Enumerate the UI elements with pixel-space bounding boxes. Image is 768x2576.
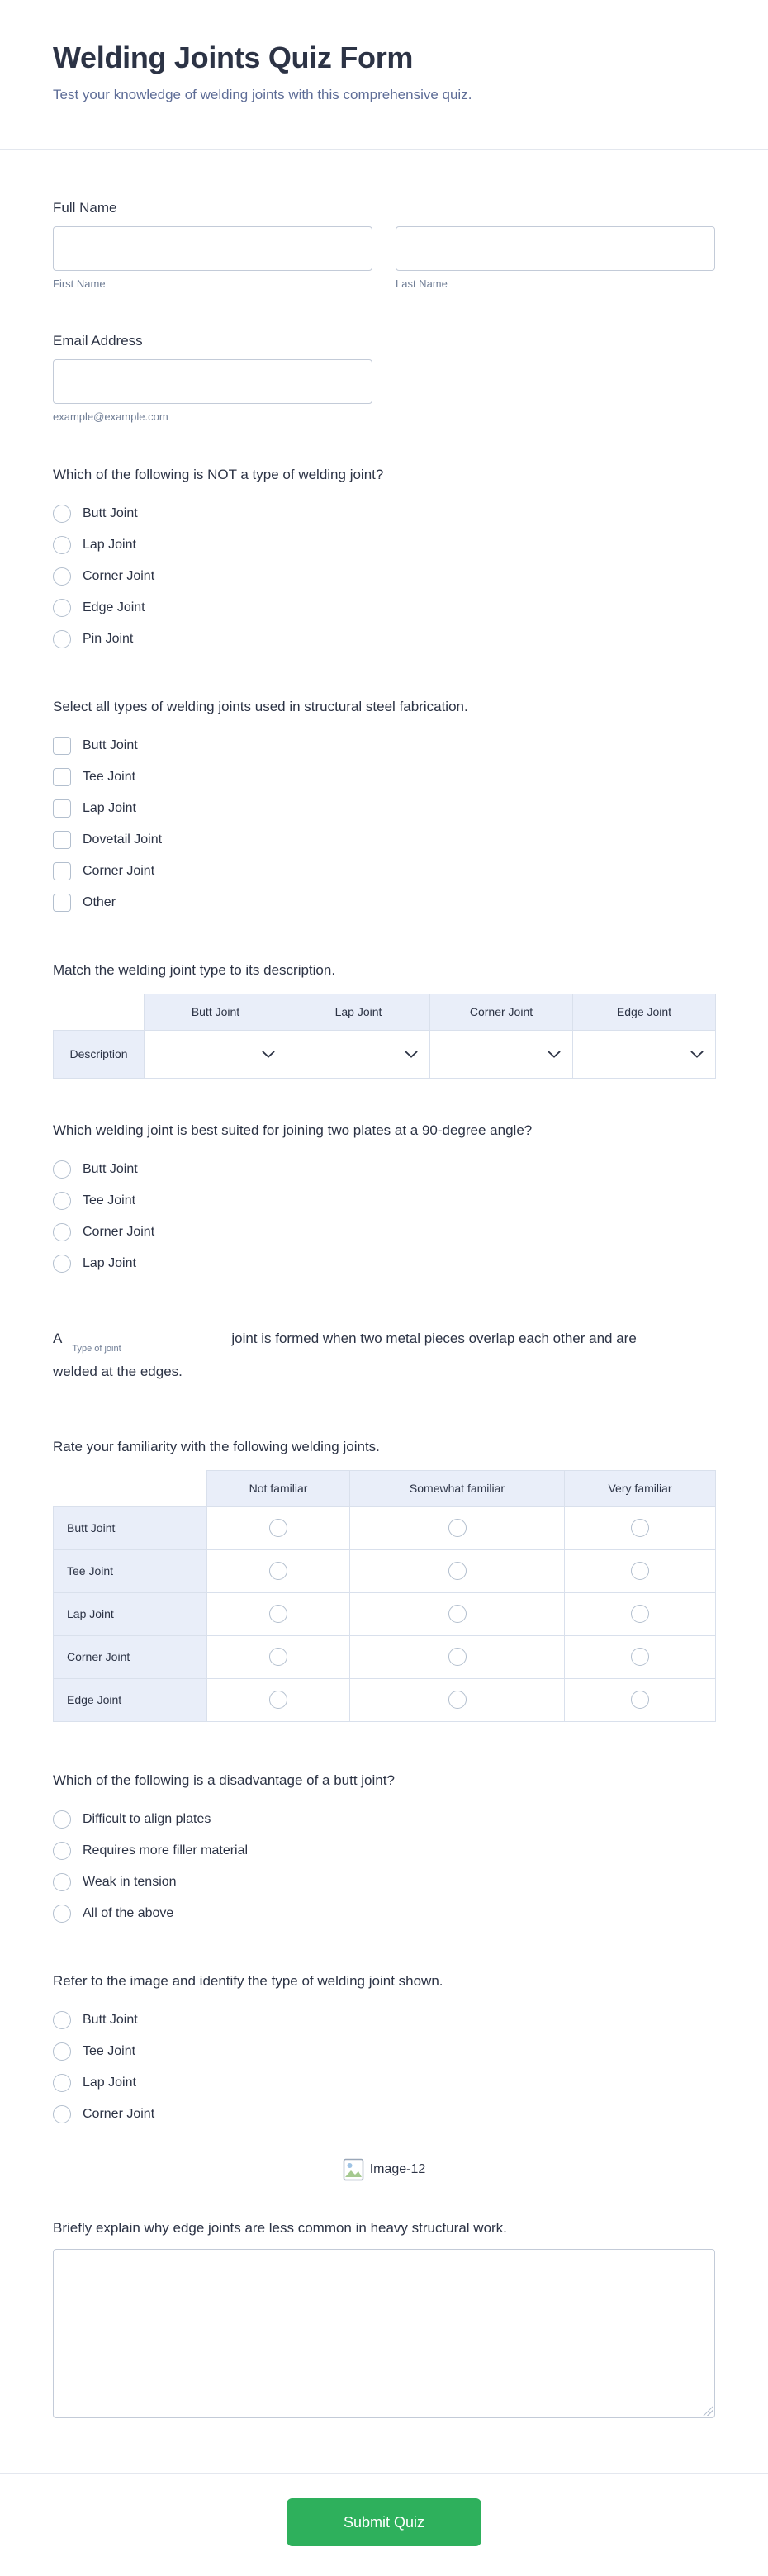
- question-match-table: [53, 961, 715, 1079]
- radio-icon[interactable]: [53, 1842, 71, 1860]
- option-label: Lap Joint: [83, 1255, 136, 1270]
- option-label: Dovetail Joint: [83, 832, 163, 847]
- matrix-row-label-tee-joint: Tee Joint: [54, 1549, 207, 1592]
- match-select-corner-joint[interactable]: [430, 1031, 572, 1078]
- option-label: Butt Joint: [83, 505, 138, 520]
- last-name-sublabel: Last Name: [396, 277, 448, 290]
- matrix-radio-butt-joint-very-familiar[interactable]: [631, 1519, 649, 1537]
- matrix-radio-edge-joint-not-familiar[interactable]: [269, 1691, 287, 1709]
- matrix-radio-lap-joint-somewhat-familiar[interactable]: [448, 1605, 467, 1623]
- radio-icon[interactable]: [53, 536, 71, 554]
- radio-icon[interactable]: [53, 1255, 71, 1273]
- option-label: Tee Joint: [83, 2043, 136, 2058]
- match-cell: [430, 1030, 573, 1078]
- radio-option-lap-joint[interactable]: [53, 529, 715, 561]
- full-name-label: Full Name: [53, 199, 117, 216]
- explain-textarea[interactable]: [53, 2249, 715, 2418]
- matrix-row-label-butt-joint: Butt Joint: [54, 1506, 207, 1549]
- matrix-cell: [350, 1592, 565, 1635]
- first-name-input[interactable]: [53, 226, 372, 271]
- matrix-cell: [565, 1678, 716, 1721]
- option-label: Lap Joint: [83, 800, 136, 815]
- checkbox-icon[interactable]: [53, 768, 71, 786]
- checkbox-icon[interactable]: [53, 862, 71, 880]
- option-label: Other: [83, 894, 116, 909]
- match-select-butt-joint[interactable]: [145, 1031, 287, 1078]
- radio-option-difficult-to-align[interactable]: [53, 1804, 715, 1835]
- chevron-down-icon: [690, 1051, 704, 1058]
- form-body: [0, 150, 768, 2474]
- question-label: Which welding joint is best suited for joining two plates at a 90-degree angle?: [53, 1122, 533, 1138]
- email-input[interactable]: [53, 359, 372, 404]
- radio-group: [53, 1154, 715, 1279]
- chevron-down-icon: [405, 1051, 418, 1058]
- radio-icon[interactable]: [53, 1223, 71, 1241]
- radio-option-tee-joint[interactable]: [53, 1185, 715, 1217]
- matrix-radio-corner-joint-not-familiar[interactable]: [269, 1648, 287, 1666]
- matrix-cell: [565, 1592, 716, 1635]
- option-label: Corner Joint: [83, 1224, 155, 1239]
- radio-option-butt-joint[interactable]: [53, 498, 715, 529]
- question-label: Refer to the image and identify the type of welding joint shown.: [53, 1972, 443, 1989]
- matrix-radio-lap-joint-very-familiar[interactable]: [631, 1605, 649, 1623]
- match-cell: [573, 1030, 716, 1078]
- match-corner-cell: [54, 994, 145, 1030]
- option-label: Pin Joint: [83, 631, 134, 646]
- question-structural-joints: [53, 698, 715, 918]
- broken-image-icon: [343, 2158, 364, 2181]
- question-label: Match the welding joint type to its description.: [53, 961, 336, 978]
- checkbox-icon[interactable]: [53, 894, 71, 912]
- matrix-column-header-somewhat-familiar: Somewhat familiar: [350, 1470, 565, 1506]
- option-label: All of the above: [83, 1905, 174, 1920]
- option-label: Difficult to align plates: [83, 1811, 211, 1826]
- matrix-cell: [207, 1635, 350, 1678]
- matrix-row-label-edge-joint: Edge Joint: [54, 1678, 207, 1721]
- radio-option-lap-joint[interactable]: [53, 1248, 715, 1279]
- radio-icon[interactable]: [53, 630, 71, 648]
- match-row-label-description: Description: [54, 1030, 145, 1078]
- question-label: Briefly explain why edge joints are less common in heavy structural work.: [53, 2219, 507, 2236]
- radio-icon[interactable]: [53, 2105, 71, 2123]
- matrix-cell: [565, 1635, 716, 1678]
- radio-option-butt-joint[interactable]: [53, 2004, 715, 2036]
- question-disadvantage: [53, 1772, 715, 1929]
- matrix-radio-tee-joint-not-familiar[interactable]: [269, 1562, 287, 1580]
- matrix-cell: [207, 1592, 350, 1635]
- option-label: Butt Joint: [83, 738, 138, 752]
- checkbox-icon[interactable]: [53, 799, 71, 818]
- chevron-down-icon: [262, 1051, 275, 1058]
- name-row: [53, 226, 715, 290]
- option-label: Corner Joint: [83, 2106, 155, 2121]
- fill-blank-wrap: [70, 1322, 223, 1355]
- checkbox-icon[interactable]: [53, 737, 71, 755]
- radio-option-pin-joint[interactable]: [53, 624, 715, 655]
- radio-icon[interactable]: [53, 599, 71, 617]
- matrix-cell: [207, 1678, 350, 1721]
- option-label: Butt Joint: [83, 2012, 138, 2027]
- matrix-radio-corner-joint-somewhat-familiar[interactable]: [448, 1648, 467, 1666]
- page-title: Welding Joints Quiz Form: [53, 40, 414, 74]
- radio-icon[interactable]: [53, 1192, 71, 1210]
- matrix-radio-edge-joint-somewhat-familiar[interactable]: [448, 1691, 467, 1709]
- match-cell: [287, 1030, 430, 1078]
- email-label: Email Address: [53, 332, 143, 349]
- matrix-cell: [565, 1506, 716, 1549]
- matrix-radio-tee-joint-very-familiar[interactable]: [631, 1562, 649, 1580]
- matrix-corner-cell: [54, 1470, 207, 1506]
- option-label: Requires more filler material: [83, 1843, 249, 1857]
- matrix-radio-edge-joint-very-familiar[interactable]: [631, 1691, 649, 1709]
- matrix-radio-butt-joint-somewhat-familiar[interactable]: [448, 1519, 467, 1537]
- match-column-header-butt-joint: Butt Joint: [145, 994, 287, 1030]
- option-label: Lap Joint: [83, 537, 136, 552]
- match-column-header-corner-joint: Corner Joint: [430, 994, 573, 1030]
- option-label: Tee Joint: [83, 1193, 136, 1207]
- question-label: Rate your familiarity with the following welding joints.: [53, 1438, 380, 1454]
- fill-blank-sentence: [53, 1322, 680, 1388]
- radio-group: [53, 498, 715, 655]
- radio-option-butt-joint[interactable]: [53, 1154, 715, 1185]
- checkbox-option-lap-joint[interactable]: [53, 793, 715, 824]
- matrix-cell: [350, 1506, 565, 1549]
- radio-option-more-filler[interactable]: [53, 1835, 715, 1867]
- fill-blank-sublabel: Type of joint: [72, 1343, 121, 1354]
- question-image: [53, 2158, 715, 2181]
- radio-option-all-of-the-above[interactable]: [53, 1898, 715, 1929]
- matrix-row-label-lap-joint: Lap Joint: [54, 1592, 207, 1635]
- question-label: Which of the following is NOT a type of welding joint?: [53, 466, 384, 482]
- first-name-sublabel: First Name: [53, 277, 106, 290]
- question-not-a-type: [53, 466, 715, 655]
- match-select-edge-joint[interactable]: [573, 1031, 715, 1078]
- question-fill-blank: [53, 1322, 715, 1388]
- radio-icon[interactable]: [53, 1160, 71, 1179]
- submit-area: [0, 2474, 768, 2576]
- matrix-column-header-not-familiar: Not familiar: [207, 1470, 350, 1506]
- first-name-field: [53, 226, 372, 290]
- full-name-section: [53, 200, 715, 290]
- checkbox-option-tee-joint[interactable]: [53, 761, 715, 793]
- radio-icon[interactable]: [53, 1810, 71, 1829]
- radio-icon[interactable]: [53, 1905, 71, 1923]
- option-label: Lap Joint: [83, 2075, 136, 2090]
- image-alt-text: Image-12: [369, 2161, 426, 2176]
- match-column-header-edge-joint: Edge Joint: [573, 994, 716, 1030]
- matrix-radio-lap-joint-not-familiar[interactable]: [269, 1605, 287, 1623]
- matrix-cell: [350, 1678, 565, 1721]
- match-cell: [145, 1030, 287, 1078]
- checkbox-group: [53, 730, 715, 918]
- radio-option-corner-joint[interactable]: [53, 561, 715, 592]
- page-subtitle: Test your knowledge of welding joints with this comprehensive quiz.: [53, 87, 472, 103]
- matrix-cell: [207, 1506, 350, 1549]
- radio-icon[interactable]: [53, 2042, 71, 2061]
- question-label: Which of the following is a disadvantage of a butt joint?: [53, 1772, 395, 1788]
- fill-text-before: A: [53, 1330, 63, 1346]
- matrix-radio-corner-joint-very-familiar[interactable]: [631, 1648, 649, 1666]
- radio-option-lap-joint[interactable]: [53, 2067, 715, 2099]
- option-label: Tee Joint: [83, 769, 136, 784]
- option-label: Edge Joint: [83, 600, 145, 614]
- option-label: Corner Joint: [83, 568, 155, 583]
- matrix-radio-butt-joint-not-familiar[interactable]: [269, 1519, 287, 1537]
- chevron-down-icon: [548, 1051, 561, 1058]
- checkbox-option-butt-joint[interactable]: [53, 730, 715, 761]
- radio-icon[interactable]: [53, 1873, 71, 1891]
- match-select-lap-joint[interactable]: [287, 1031, 429, 1078]
- email-sublabel: example@example.com: [53, 410, 168, 423]
- fill-text-after: joint is formed when two metal pieces overlap each other and are welded at the edges.: [53, 1330, 637, 1379]
- matrix-cell: [565, 1549, 716, 1592]
- matrix-cell: [350, 1635, 565, 1678]
- match-column-header-lap-joint: Lap Joint: [287, 994, 430, 1030]
- match-table: [53, 994, 716, 1079]
- submit-button[interactable]: Submit Quiz: [287, 2498, 481, 2546]
- checkbox-option-dovetail-joint[interactable]: [53, 824, 715, 856]
- question-identify-image: [53, 1972, 715, 2130]
- matrix-cell: [350, 1549, 565, 1592]
- radio-option-corner-joint[interactable]: [53, 1217, 715, 1248]
- resize-handle-icon[interactable]: [702, 2405, 713, 2416]
- last-name-input[interactable]: [396, 226, 715, 271]
- radio-option-edge-joint[interactable]: [53, 592, 715, 624]
- matrix-cell: [207, 1549, 350, 1592]
- question-90-degree: [53, 1122, 715, 1279]
- radio-icon[interactable]: [53, 2011, 71, 2029]
- last-name-field: [396, 226, 715, 290]
- textarea-wrap: [53, 2249, 715, 2418]
- radio-group: [53, 2004, 715, 2130]
- radio-option-tee-joint[interactable]: [53, 2036, 715, 2067]
- checkbox-option-corner-joint[interactable]: [53, 856, 715, 887]
- checkbox-option-other[interactable]: [53, 887, 715, 918]
- option-label: Weak in tension: [83, 1874, 177, 1889]
- matrix-radio-tee-joint-somewhat-familiar[interactable]: [448, 1562, 467, 1580]
- email-section: [53, 333, 715, 423]
- radio-option-weak-in-tension[interactable]: [53, 1867, 715, 1898]
- matrix-column-header-very-familiar: Very familiar: [565, 1470, 716, 1506]
- radio-group: [53, 1804, 715, 1929]
- radio-option-corner-joint[interactable]: [53, 2099, 715, 2130]
- question-familiarity-matrix: [53, 1438, 715, 1722]
- form-header: [0, 0, 768, 149]
- familiarity-matrix-table: [53, 1470, 716, 1722]
- checkbox-icon[interactable]: [53, 831, 71, 849]
- radio-icon[interactable]: [53, 567, 71, 586]
- option-label: Butt Joint: [83, 1161, 138, 1176]
- radio-icon[interactable]: [53, 505, 71, 523]
- matrix-row-label-corner-joint: Corner Joint: [54, 1635, 207, 1678]
- radio-icon[interactable]: [53, 2074, 71, 2092]
- option-label: Corner Joint: [83, 863, 155, 878]
- question-label: Select all types of welding joints used in structural steel fabrication.: [53, 698, 468, 714]
- question-explain: [53, 2219, 715, 2419]
